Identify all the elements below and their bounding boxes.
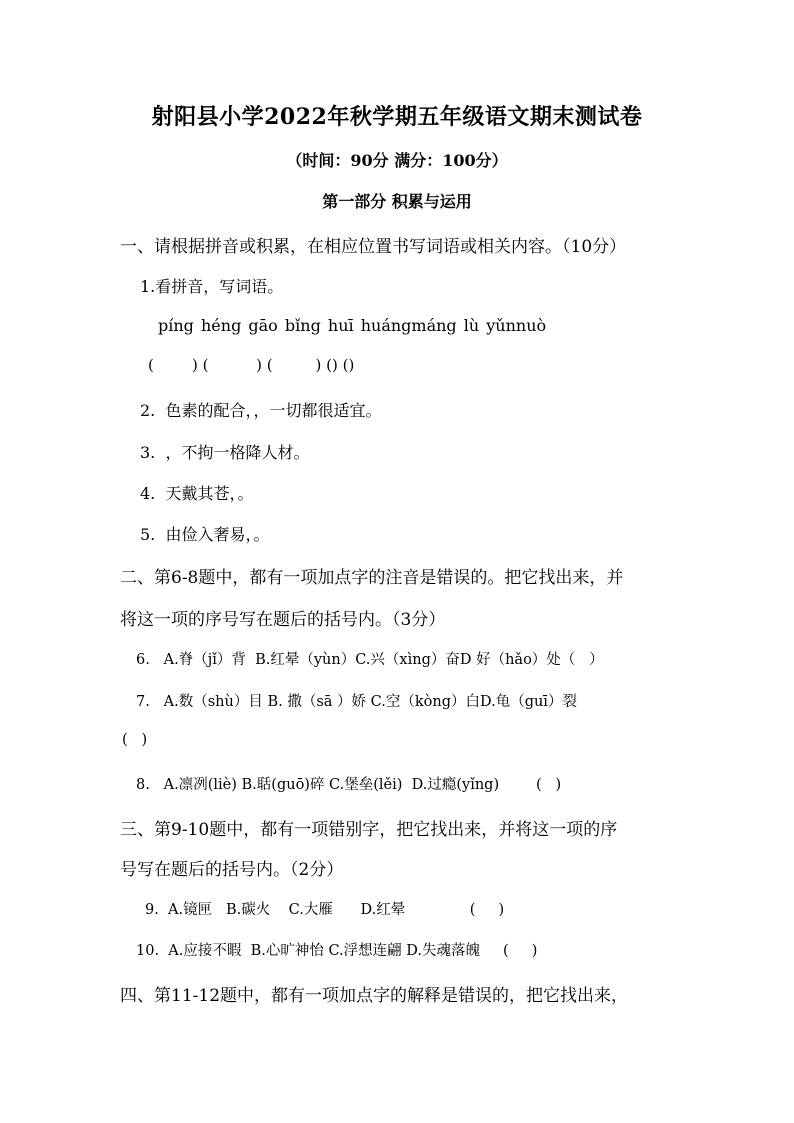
question-3: 3. ，不拘一格降人材。 xyxy=(140,443,310,462)
section-3-heading-line-2: 号写在题后的括号内。（2分） xyxy=(120,860,344,880)
question-5: 5. 由俭入奢易，。 xyxy=(140,525,270,544)
question-6: 6. A.脊（jǐ）背 B.红晕（yùn）C.兴（xìng）奋D 好（hǎo）处（ ） xyxy=(136,652,604,668)
part-heading: 第一部分 积累与运用 xyxy=(322,192,472,211)
section-3-heading-line-1: 三、第9-10题中，都有一项错别字，把它找出来，并将这一项的序 xyxy=(120,820,618,840)
question-4: 4. 天戴其苍，。 xyxy=(140,484,254,503)
exam-title: 射阳县小学2022年秋学期五年级语文期末测试卷 xyxy=(151,104,643,130)
section-4-heading-line-1: 四、第11-12题中，都有一项加点字的解释是错误的，把它找出来， xyxy=(120,986,629,1006)
section-2-heading-line-1: 二、第6-8题中，都有一项加点字的注音是错误的。把它找出来，并 xyxy=(120,568,624,588)
question-2: 2. 色素的配合，，一切都很适宜。 xyxy=(140,401,382,420)
answer-blanks: ( ) ( ) ( ) () () xyxy=(148,356,355,374)
question-9: 9. A.镜匣 B.碳火 C.大雁 D.红晕 ( ) xyxy=(145,902,505,918)
section-2-heading-line-2: 将这一项的序号写在题后的括号内。（3分） xyxy=(120,610,446,630)
question-8: 8. A.凛冽(liè) B.聒(guō)碎 C.堡垒(lěi) D.过瘾(yǐng) ( ) xyxy=(136,777,562,793)
section-1-heading: 一、请根据拼音或积累，在相应位置书写词语或相关内容。（10分） xyxy=(120,237,627,257)
question-1: 1.看拼音，写词语。 xyxy=(140,277,284,296)
exam-subtitle: （时间：90分 满分：100分） xyxy=(286,151,508,170)
question-7: 7. A.数（shù）目 B. 撒（sā ）娇 C.空（kòng）白D.龟（guī）裂 xyxy=(136,694,577,710)
pinyin-row: píng héng gāo bǐng huī huángmáng lù yǔnnuò xyxy=(158,316,547,335)
question-10: 10. A.应接不暇 B.心旷神怡 C.浮想连翩 D.失魂落魄 ( ) xyxy=(136,943,538,959)
question-7-paren: ( ) xyxy=(122,732,148,748)
